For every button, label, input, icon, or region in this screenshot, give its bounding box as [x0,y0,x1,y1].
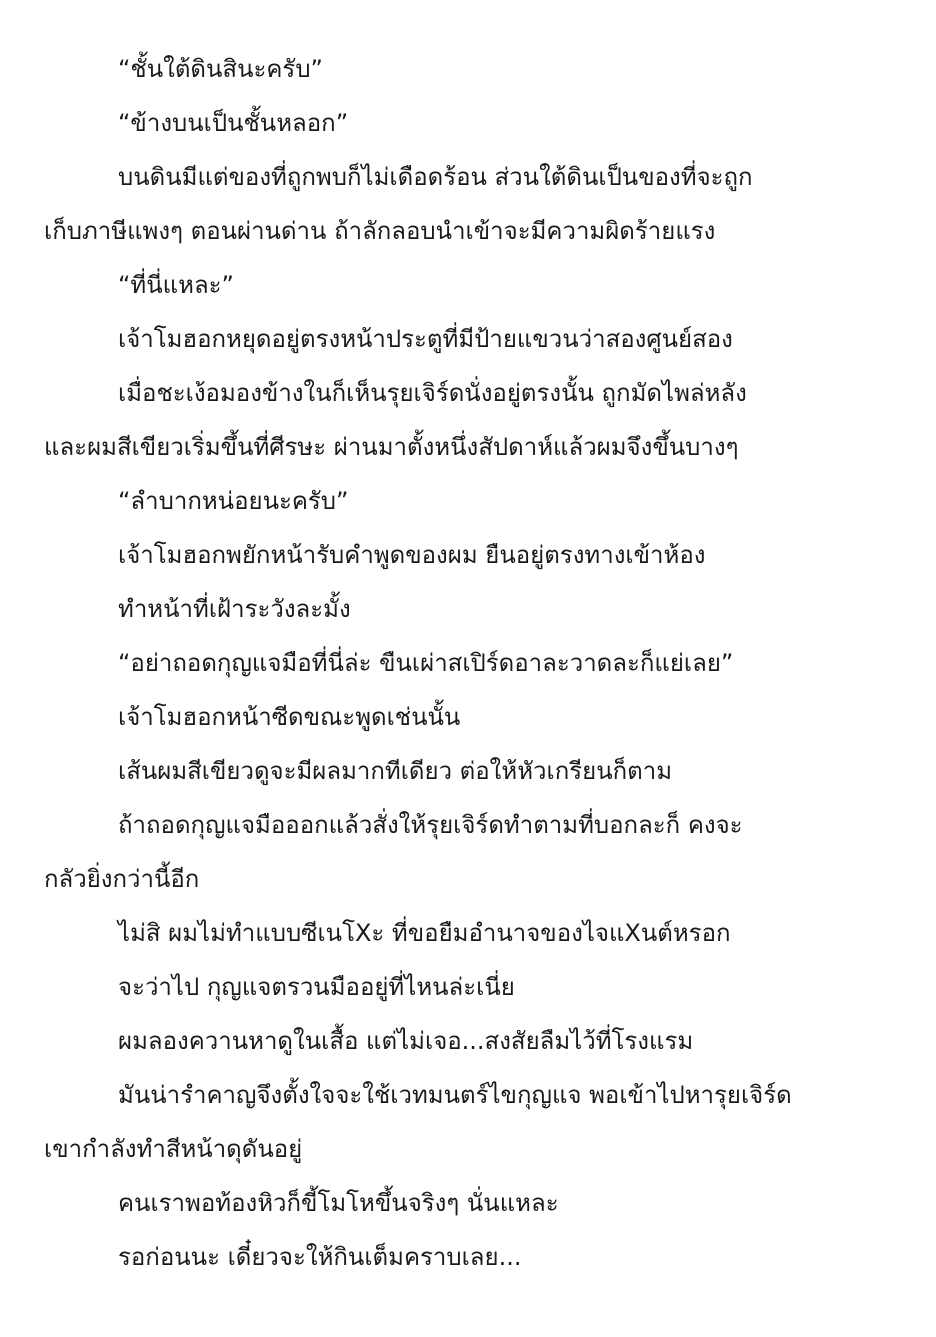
text-line: และผมสีเขียวเริ่มขึ้นที่ศีรษะ ผ่านมาตั้งหนึ่งสัปดาห์แล้วผมจึงขึ้นบางๆ [44,433,739,461]
text-line: กลัวยิ่งกว่านี้อีก [44,865,200,893]
text-line: ไม่สิ ผมไม่ทำแบบซีเนโXะ ที่ขอยืมอำนาจของไจแXนต์หรอก [118,919,731,947]
text-line: ถ้าถอดกุญแจมือออกแล้วสั่งให้รุยเจิร์ดทำตามที่บอกละก็ คงจะ [118,811,743,839]
text-line: เก็บภาษีแพงๆ ตอนผ่านด่าน ถ้าลักลอบนำเข้าจะมีความผิดร้ายแรง [44,217,716,245]
text-line: บนดินมีแต่ของที่ถูกพบก็ไม่เดือดร้อน ส่วนใต้ดินเป็นของที่จะถูก [118,163,753,191]
text-line: รอก่อนนะ เดี๋ยวจะให้กินเต็มคราบเลย... [118,1243,522,1271]
text-line: เส้นผมสีเขียวดูจะมีผลมากทีเดียว ต่อให้หัวเกรียนก็ตาม [118,757,673,785]
text-line: เขากำลังทำสีหน้าดุดันอยู่ [44,1135,303,1163]
text-line: เจ้าโมฮอกพยักหน้ารับคำพูดของผม ยืนอยู่ตรงทางเข้าห้อง [118,541,706,569]
text-line: จะว่าไป กุญแจตรวนมืออยู่ที่ไหนล่ะเนี่ย [118,973,515,1001]
text-line: ทำหน้าที่เฝ้าระวังละมั้ง [118,595,351,623]
text-line: ผมลองควานหาดูในเสื้อ แต่ไม่เจอ...สงสัยลืมไว้ที่โรงแรม [118,1027,694,1055]
text-line: “อย่าถอดกุญแจมือที่นี่ล่ะ ขืนเผ่าสเปิร์ดอาละวาดละก็แย่เลย” [118,649,734,677]
text-line: “ชั้นใต้ดินสินะครับ” [118,55,323,83]
text-line: “ข้างบนเป็นชั้นหลอก” [118,109,349,137]
text-line: “ลำบากหน่อยนะครับ” [118,487,349,515]
text-line: มันน่ารำคาญจึงตั้งใจจะใช้เวทมนตร์ไขกุญแจ พอเข้าไปหารุยเจิร์ด [118,1081,792,1109]
body-text [44,42,894,1284]
text-line: เจ้าโมฮอกหน้าซีดขณะพูดเช่นนั้น [118,703,461,731]
text-line: คนเราพอท้องหิวก็ขี้โมโหขึ้นจริงๆ นั่นแหละ [118,1189,559,1217]
text-line: “ที่นี่แหละ” [118,271,234,299]
text-line: เมื่อชะเง้อมองข้างในก็เห็นรุยเจิร์ดนั่งอยู่ตรงนั้น ถูกมัดไพล่หลัง [118,379,747,407]
text-line: เจ้าโมฮอกหยุดอยู่ตรงหน้าประตูที่มีป้ายแขวนว่าสองศูนย์สอง [118,325,733,353]
